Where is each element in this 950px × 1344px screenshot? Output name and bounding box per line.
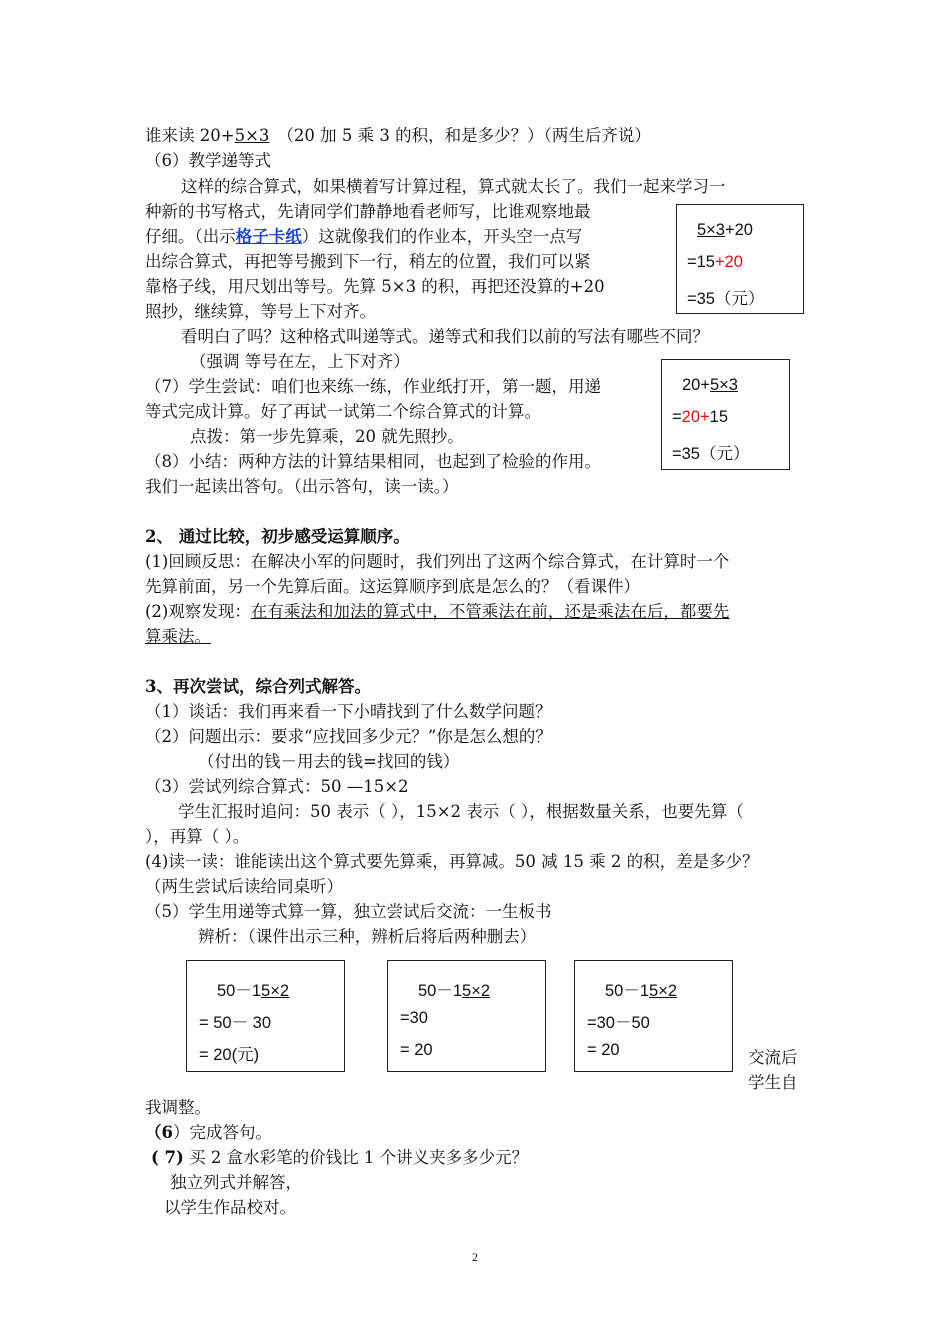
- equation-row: = 20(元): [199, 1046, 260, 1064]
- equation-box-3: [186, 960, 345, 1072]
- text-line: 我们一起读出答句。（出示答句，读一读。）: [145, 477, 459, 496]
- section-heading: 2、 通过比较，初步感受运算顺序。: [145, 527, 410, 546]
- text-line: （两生尝试后读给同桌听）: [145, 877, 343, 896]
- text-line: 仔细。（出示格子卡纸）这就像我们的作业本，开头空一点写: [145, 227, 583, 246]
- text-line: 学生汇报时追问：50 表示（ ），15×2 表示（ ），根据数量关系，也要先算（: [178, 802, 744, 821]
- equation-row: =30: [400, 1009, 428, 1027]
- text-line: ），再算（ ）。: [145, 827, 250, 846]
- text-line: （6）教学递等式: [145, 151, 271, 170]
- text-line: （1）谈话：我们再来看一下小晴找到了什么数学问题？: [145, 702, 552, 721]
- text-line: 以学生作品校对。: [164, 1198, 296, 1217]
- equation-row: =15+20: [687, 253, 743, 271]
- text-line: 算乘法。: [145, 627, 211, 646]
- equation-row: =20+15: [672, 408, 728, 426]
- equation-row: = 20: [587, 1041, 620, 1059]
- equation-row: = 20: [400, 1041, 433, 1059]
- text-line: （付出的钱－用去的钱=找回的钱）: [198, 752, 460, 771]
- text-line: 先算前面，另一个先算后面。这运算顺序到底是怎么的？（看课件）: [145, 577, 640, 596]
- text-line: (2)观察发现：在有乘法和加法的算式中，不管乘法在前，还是乘法在后，都要先: [145, 602, 730, 621]
- text-line: 这样的综合算式，如果横着写计算过程，算式就太长了。我们一起来学习一: [181, 177, 726, 196]
- text-line: 谁来读 20+5×3 （20 加 5 乘 3 的积，和是多少？）（两生后齐说）: [145, 126, 651, 145]
- text-line: 等式完成计算。好了再试一试第二个综合算式的计算。: [145, 402, 541, 421]
- text-line: 出综合算式，再把等号搬到下一行，稍左的位置，我们可以紧: [145, 252, 591, 271]
- equation-box-5: [574, 960, 733, 1072]
- text-line: 照抄，继续算，等号上下对齐。: [145, 302, 376, 321]
- equation-box-2: [661, 359, 790, 470]
- text-line: 交流后: [748, 1048, 798, 1067]
- equation-row: 20+5×3: [682, 376, 738, 394]
- text-line: 辨析：（课件出示三种，辨析后将后两种删去）: [198, 927, 537, 946]
- highlight-link: 格子卡纸: [235, 227, 302, 246]
- text-line: 种新的书写格式，先请同学们静静地看老师写，比谁观察地最: [145, 202, 591, 221]
- equation-box-1: [676, 204, 804, 314]
- equation-row: =35（元）: [687, 290, 765, 308]
- text-line: 学生自: [748, 1073, 798, 1092]
- text-line: （5）学生用递等式算一算，独立尝试后交流：一生板书: [145, 902, 552, 921]
- text-line: （6）完成答句。: [145, 1123, 272, 1142]
- text-line: 我调整。: [145, 1098, 211, 1117]
- text-line: （3）尝试列综合算式：50 —15×2: [145, 777, 409, 796]
- equation-row: 5×3+20: [697, 221, 753, 239]
- section-heading: 3、再次尝试，综合列式解答。: [145, 677, 371, 696]
- equation-row: 50－15×2: [418, 982, 491, 1000]
- text-line: 点拨：第一步先算乘，20 就先照抄。: [190, 427, 464, 446]
- text-line: (4)读一读：谁能读出这个算式要先算乘，再算减。50 减 15 乘 2 的积，差是多少？: [145, 852, 759, 871]
- text-line: ( 7) 买 2 盒水彩笔的价钱比 1 个讲义夹多多少元？: [151, 1148, 529, 1167]
- text-line: 看明白了吗？这种格式叫递等式。递等式和我们以前的写法有哪些不同？: [181, 327, 709, 346]
- equation-row: 50－15×2: [217, 982, 290, 1000]
- text-line: (1)回顾反思：在解决小军的问题时，我们列出了这两个综合算式，在计算时一个: [145, 552, 730, 571]
- text-line: （强调 等号在左，上下对齐）: [190, 352, 410, 371]
- equation-row: =35（元）: [672, 445, 750, 463]
- page-number: 2: [472, 1250, 478, 1264]
- equation-row: = 50－ 30: [199, 1014, 272, 1032]
- text-line: （2）问题出示：要求“应找回多少元？”你是怎么想的？: [145, 727, 552, 746]
- equation-box-4: [387, 960, 546, 1072]
- equation-row: 50－15×2: [605, 982, 678, 1000]
- equation-row: =30－50: [587, 1014, 650, 1032]
- text-line: 独立列式并解答，: [170, 1173, 302, 1192]
- text-line: （7）学生尝试：咱们也来练一练，作业纸打开，第一题，用递: [145, 377, 601, 396]
- text-line: 靠格子线，用尺划出等号。先算 5×3 的积，再把还没算的+20: [145, 277, 605, 296]
- text-line: （8）小结：两种方法的计算结果相同，也起到了检验的作用。: [145, 452, 601, 471]
